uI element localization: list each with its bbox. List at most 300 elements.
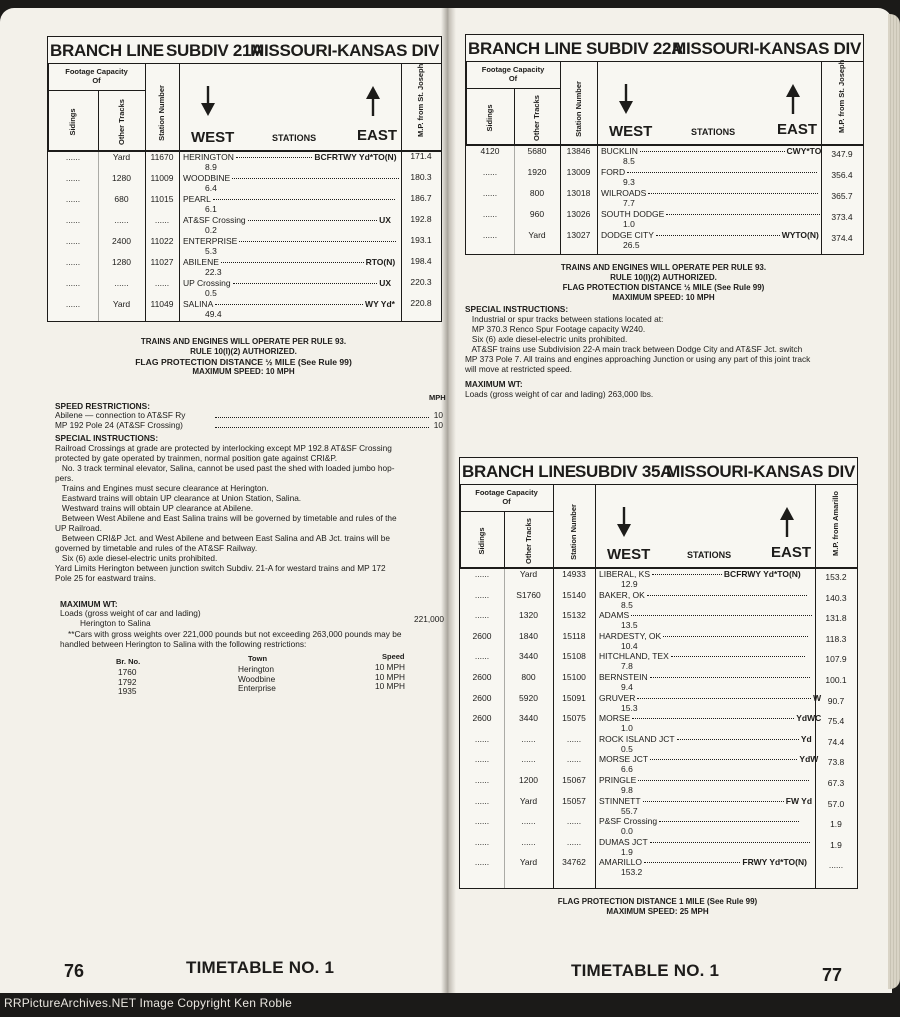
page-edges	[888, 14, 900, 989]
other-tracks-cell: Yard	[519, 857, 538, 868]
distance-to-next: 0.2	[205, 225, 217, 235]
table-title-division: MISSOURI-KANSAS DIV	[666, 462, 855, 481]
west-label: WEST	[191, 129, 235, 146]
station-number-cell: 11670	[150, 152, 174, 162]
distance-to-next: 15.3	[621, 702, 638, 713]
station-codes: RTO(N)	[365, 257, 396, 267]
milepost-cell: 347.9	[831, 149, 853, 159]
sidings-cell: ......	[65, 278, 81, 288]
distance-to-next: 1.9	[621, 846, 633, 857]
milepost-cell: 1.9	[830, 819, 842, 830]
milepost-cell: 220.3	[410, 277, 432, 287]
footage-header: Footage Capacity Of	[475, 488, 538, 506]
station-codes: BCFRTWY Yd*TO(N)	[314, 152, 397, 162]
max-wt-value: 221,000	[414, 614, 444, 624]
distance-to-next: 12.9	[621, 579, 638, 589]
rules-block-21a	[47, 337, 440, 377]
station-number-cell: ......	[566, 754, 582, 765]
instruction-line: Trains and Engines must secure clearance at Herington.	[55, 483, 269, 493]
station-entry	[599, 734, 812, 754]
other-tracks-cell: Yard	[528, 230, 546, 240]
station-entry	[601, 188, 820, 208]
sidings-cell: ......	[65, 194, 81, 204]
speed-restrictions-heading: SPEED RESTRICTIONS:	[55, 401, 150, 411]
station-entry	[599, 796, 812, 816]
other-tracks-cell: 5680	[527, 146, 547, 156]
rule-line: TRAINS AND ENGINES WILL OPERATE PER RULE 93.	[560, 263, 767, 272]
milepost-cell: 171.4	[410, 151, 432, 161]
station-entry	[599, 857, 807, 877]
column-header: Sidings	[68, 108, 77, 136]
distance-to-next: 5.3	[205, 246, 217, 256]
station-name: PRINGLE	[599, 775, 637, 785]
station-name: DODGE CITY	[601, 230, 654, 240]
instruction-line: will move at restricted speed.	[465, 364, 572, 374]
station-number-cell: 11027	[150, 257, 174, 267]
station-number-cell: ......	[154, 215, 170, 225]
max-wt-heading: MAXIMUM WT:	[465, 379, 523, 389]
column-header: Station Number	[157, 85, 166, 141]
station-number-cell: ......	[566, 836, 582, 847]
other-tracks-cell: ......	[521, 836, 536, 847]
table-title-subdiv: SUBDIV 21A	[166, 41, 264, 60]
table-title-branch: BRANCH LINE	[468, 39, 582, 58]
other-tracks-cell: 3440	[519, 713, 538, 724]
bridge-town: Herington	[238, 664, 274, 674]
station-entry	[601, 167, 819, 187]
milepost-cell: 90.7	[827, 695, 845, 706]
distance-to-next: 8.5	[621, 599, 633, 610]
station-codes: BCFRWY Yd*TO(N)	[723, 569, 801, 579]
instruction-line: governed by timetable and rules of the AT&SF Railway.	[55, 543, 258, 553]
station-codes: YdWC	[796, 713, 822, 724]
station-number-cell: ......	[154, 278, 170, 288]
max-wt-line: Loads (gross weight of car and lading) 263,000 lbs.	[465, 389, 654, 399]
sidings-cell: ......	[474, 795, 490, 806]
station-entry	[183, 194, 397, 214]
sidings-cell: ......	[474, 775, 490, 785]
sidings-cell: 2600	[472, 630, 492, 641]
sidings-cell: ......	[474, 651, 490, 662]
station-name: BERNSTEIN	[599, 672, 648, 682]
milepost-cell: 193.1	[410, 235, 432, 245]
table-title-subdiv: SUBDIV 22A	[586, 39, 684, 58]
station-name: AT&SF Crossing	[183, 215, 246, 225]
arrow-down-icon	[619, 84, 633, 114]
bridge-number: 1792	[118, 676, 137, 687]
instruction-line: Six (6) axle diesel-electric units prohibited.	[55, 553, 218, 563]
station-number-cell: 11049	[150, 299, 174, 309]
rule-line: MAXIMUM SPEED: 10 MPH	[612, 293, 715, 302]
sidings-cell: ......	[474, 836, 490, 847]
milepost-cell: 57.0	[827, 798, 845, 809]
station-name: ENTERPRISE	[183, 236, 238, 246]
station-entry	[601, 146, 821, 166]
sidings-cell: ......	[474, 610, 490, 621]
instruction-line: Between CRI&P Jct. and West Abilene and between East Salina and AB Jct. trains will be	[55, 533, 390, 543]
other-tracks-cell: ......	[521, 816, 536, 827]
station-entry	[601, 209, 822, 229]
station-entry	[599, 754, 818, 774]
sidings-cell: ......	[65, 299, 81, 309]
milepost-cell: 118.3	[825, 633, 847, 644]
sidings-cell: ......	[482, 230, 498, 240]
rule-line: FLAG PROTECTION DISTANCE 1 MILE (See Rule 99)	[557, 897, 758, 906]
other-tracks-cell: Yard	[112, 152, 131, 162]
station-name: LIBERAL, KS	[599, 569, 651, 579]
instruction-line: pers.	[55, 473, 74, 483]
other-tracks-cell: Yard	[519, 569, 538, 579]
station-name: HARDESTY, OK	[599, 630, 662, 641]
footage-header: Footage Capacity Of	[481, 65, 545, 83]
rule-line: RULE 10(I)(2) AUTHORIZED.	[610, 273, 717, 282]
station-entry	[183, 152, 397, 172]
station-name: BUCKLIN	[601, 146, 638, 156]
station-name: P&SF Crossing	[599, 816, 658, 827]
timetable-subdiv-21a	[47, 36, 442, 322]
instruction-line: UP Railroad.	[55, 523, 102, 533]
milepost-cell: 100.1	[825, 675, 847, 685]
column-header: Station Number	[569, 504, 578, 560]
station-entry	[599, 693, 821, 713]
distance-to-next: 9.4	[621, 682, 633, 692]
sidings-cell: 2600	[472, 713, 492, 724]
station-codes: UX	[379, 278, 392, 288]
distance-to-next: 0.5	[205, 288, 217, 298]
station-number-cell: 15108	[562, 651, 586, 662]
distance-to-next: 9.8	[621, 785, 633, 795]
station-entry	[599, 775, 811, 795]
image-credit: RRPictureArchives.NET Image Copyright Ken Roble	[4, 996, 292, 1010]
column-header: Station Number	[573, 81, 583, 137]
instruction-line: Industrial or spur tracks between stations located at:	[465, 314, 664, 324]
sidings-cell: ......	[65, 257, 81, 267]
station-number-cell: 13009	[566, 167, 591, 177]
stations-label: STATIONS	[691, 127, 736, 137]
other-tracks-cell: 680	[114, 194, 129, 204]
footage-header: Footage Capacity Of	[65, 67, 128, 85]
instruction-line: MP 373 Pole 7. All trains and engines approaching Junction or using any part of this joint track	[465, 354, 811, 364]
bridge-col-header: Br. No.	[116, 657, 141, 666]
other-tracks-cell: 1200	[519, 775, 538, 785]
station-codes: W	[813, 692, 822, 703]
station-number-cell: ......	[566, 733, 582, 744]
instruction-line: AT&SF trains use Subdivision 22-A main track between Dodge City and AT&SF Jct. switch	[465, 344, 803, 354]
station-entry	[183, 215, 391, 235]
milepost-cell: ......	[828, 860, 844, 871]
station-name: BAKER, OK	[599, 589, 645, 600]
distance-to-next: 10.4	[621, 640, 638, 651]
station-name: ABILENE	[183, 257, 219, 267]
bridge-speed: 10 MPH	[375, 681, 405, 691]
sidings-cell: ......	[474, 816, 490, 827]
west-label: WEST	[607, 546, 651, 563]
max-wt-line: Loads (gross weight of car and lading)	[60, 608, 201, 618]
station-entry	[183, 299, 395, 319]
rules-block-22a	[465, 263, 862, 303]
sidings-cell: ......	[474, 589, 490, 600]
sidings-cell: ......	[65, 215, 81, 225]
station-entry	[599, 651, 807, 671]
other-tracks-cell: 5920	[519, 692, 538, 703]
column-header: M.P. from St. Joseph	[837, 59, 846, 133]
column-header: M.P. from St. Joseph	[416, 63, 425, 137]
milepost-cell: 373.4	[831, 212, 853, 222]
station-entry	[601, 230, 819, 250]
station-entry	[599, 590, 809, 610]
max-wt-heading: MAXIMUM WT:	[60, 599, 118, 609]
station-entry	[599, 837, 812, 857]
station-number-cell: 15132	[562, 610, 586, 621]
rule-line: RULE 10(I)(2) AUTHORIZED.	[190, 347, 297, 356]
station-codes: CWY*TO	[786, 146, 822, 156]
station-codes: UX	[379, 215, 391, 225]
station-codes: YdW	[799, 754, 819, 765]
sidings-cell: ......	[474, 733, 490, 744]
instruction-line: protected by gate operated by trainmen, normal position gate against CRI&P.	[55, 453, 338, 463]
instruction-line: Railroad Crossings at grade are protected by interlocking except MP 192.8 AT&SF Crossing	[55, 443, 392, 453]
east-label: EAST	[777, 121, 818, 138]
station-number-cell: 15075	[562, 713, 586, 724]
sidings-cell: ......	[482, 167, 498, 177]
station-codes: Yd	[800, 733, 812, 744]
rule-line: FLAG PROTECTION DISTANCE ½ MILE (See Rule 99)	[562, 283, 765, 292]
instruction-line: Yard Limits Herington between junction switch Subdiv. 21-A for westard trains and MP 172	[55, 563, 386, 573]
station-name: AMARILLO	[599, 857, 642, 868]
sidings-cell: ......	[65, 173, 81, 183]
station-number-cell: 13026	[566, 209, 591, 219]
distance-to-next: 7.8	[621, 661, 633, 672]
station-number-cell: ......	[566, 816, 582, 827]
stations-label: STATIONS	[272, 133, 317, 143]
other-tracks-cell: ......	[521, 754, 536, 765]
other-tracks-cell: 1920	[527, 167, 547, 177]
distance-to-next: 6.1	[205, 204, 217, 214]
distance-to-next: 6.4	[205, 183, 217, 193]
timetable-label-right: TIMETABLE NO. 1	[571, 961, 720, 980]
milepost-cell: 73.8	[827, 757, 845, 768]
station-codes: FW Yd	[785, 795, 813, 806]
sidings-cell: ......	[482, 188, 498, 198]
sidings-cell: 2600	[472, 692, 492, 703]
column-header: Other Tracks	[532, 95, 541, 141]
milepost-cell: 356.4	[831, 170, 853, 180]
station-entry	[183, 257, 395, 277]
bridge-col-header: Town	[248, 654, 268, 663]
milepost-cell: 67.3	[827, 778, 845, 788]
station-number-cell: 15091	[562, 692, 586, 703]
milepost-cell: 140.3	[825, 592, 847, 603]
milepost-cell: 131.8	[825, 613, 847, 624]
special-instructions-21a	[55, 443, 445, 583]
station-number-cell: 34762	[562, 857, 586, 868]
other-tracks-cell: 1280	[112, 257, 131, 267]
east-label: EAST	[771, 544, 812, 561]
column-header: Sidings	[477, 527, 486, 555]
station-number-cell: 11015	[150, 194, 174, 204]
station-name: SOUTH DODGE	[601, 209, 665, 219]
column-header: Other Tracks	[523, 518, 533, 564]
arrow-down-icon	[617, 507, 631, 537]
distance-to-next: 1.0	[621, 723, 633, 734]
sidings-cell: ......	[65, 236, 81, 246]
other-tracks-cell: 800	[529, 188, 545, 198]
bridge-town: Enterprise	[238, 683, 276, 693]
max-wt-note: handled between Herington to Salina with the following restrictions:	[60, 639, 307, 649]
milepost-cell: 198.4	[410, 256, 432, 266]
station-entry	[599, 569, 801, 589]
other-tracks-cell: 1840	[519, 630, 538, 641]
milepost-cell: 180.3	[410, 172, 432, 182]
milepost-cell: 186.7	[410, 193, 432, 203]
milepost-cell: 1.9	[830, 839, 842, 850]
distance-to-next: 0.0	[621, 826, 633, 837]
timetable-label-left: TIMETABLE NO. 1	[186, 958, 335, 977]
page-number-right: 77	[822, 965, 843, 985]
station-entry	[599, 631, 810, 651]
station-number-cell: 13846	[566, 146, 591, 156]
station-entry	[599, 610, 814, 630]
speed-item: Abilene — connection to AT&SF Ry 10	[55, 410, 443, 420]
table-title-branch: BRANCH LINE	[462, 462, 576, 481]
other-tracks-cell: 1320	[519, 610, 538, 621]
arrow-down-icon	[201, 86, 215, 116]
station-number-cell: 15067	[562, 775, 586, 785]
station-number-cell: 15057	[562, 795, 586, 806]
distance-to-next: 22.3	[205, 267, 222, 277]
other-tracks-cell: Yard	[112, 299, 131, 309]
distance-to-next: 0.5	[621, 743, 633, 754]
timetable-subdiv-22a	[465, 34, 864, 255]
arrow-up-icon	[786, 84, 800, 114]
milepost-cell: 74.4	[827, 736, 845, 747]
distance-to-next: 8.9	[205, 162, 217, 172]
east-label: EAST	[357, 127, 398, 144]
other-tracks-cell: Yard	[519, 795, 538, 806]
column-header: Sidings	[485, 104, 494, 132]
instruction-line: Six (6) axle diesel-electric units prohibited.	[465, 334, 628, 344]
station-number-cell: 15140	[562, 589, 586, 600]
station-number-cell: 14933	[562, 569, 586, 579]
other-tracks-cell: ......	[114, 278, 129, 288]
special-instructions-22a	[465, 314, 865, 374]
other-tracks-cell: 1280	[112, 173, 131, 183]
station-number-cell: 15118	[562, 630, 586, 641]
station-entry	[183, 236, 398, 256]
distance-to-next: 8.5	[623, 156, 635, 166]
station-name: FORD	[601, 167, 626, 177]
instruction-line: Westward trains will obtain UP clearance at Abilene.	[55, 503, 253, 513]
station-name: UP Crossing	[183, 278, 231, 288]
station-number-cell: 13027	[566, 230, 591, 240]
milepost-cell: 192.8	[410, 214, 432, 224]
table-title-division: MISSOURI-KANSAS DIV	[672, 39, 861, 58]
sidings-cell: ......	[474, 569, 490, 579]
station-name: HITCHLAND, TEX	[599, 651, 669, 662]
other-tracks-cell: 3440	[519, 651, 538, 662]
rules-block-35a	[459, 897, 856, 917]
station-name: STINNETT	[599, 795, 641, 806]
station-name: ROCK ISLAND JCT	[599, 733, 675, 744]
station-codes: WYTO(N)	[781, 230, 819, 240]
station-entry	[183, 173, 401, 193]
station-name: MORSE	[599, 713, 631, 724]
other-tracks-cell: S1760	[516, 589, 541, 600]
bridge-speed: 10 MPH	[375, 671, 405, 682]
rule-line: MAXIMUM SPEED: 10 MPH	[192, 367, 295, 376]
special-instructions-heading: SPECIAL INSTRUCTIONS:	[465, 304, 569, 314]
instruction-line: Between West Abilene and East Salina trains will be governed by timetable and rules of the	[55, 513, 397, 523]
distance-to-next: 6.6	[621, 764, 633, 775]
rule-line: TRAINS AND ENGINES WILL OPERATE PER RULE 93.	[140, 337, 347, 346]
milepost-cell: 75.4	[827, 716, 845, 727]
page-number-left: 76	[64, 961, 85, 981]
max-wt-note: **Cars with gross weights over 221,000 pounds but not exceeding 263,000 pounds may be	[68, 629, 402, 639]
station-name: SALINA	[183, 299, 214, 309]
distance-to-next: 26.5	[623, 240, 640, 250]
special-instructions-heading: SPECIAL INSTRUCTIONS:	[55, 433, 159, 443]
mph-label: MPH	[429, 393, 446, 402]
station-name: WOODBINE	[183, 173, 231, 183]
distance-to-next: 13.5	[621, 620, 638, 631]
other-tracks-cell: ......	[521, 733, 536, 744]
arrow-up-icon	[366, 86, 380, 116]
milepost-cell: 365.7	[831, 191, 853, 201]
instruction-line: MP 370.3 Renco Spur Footage capacity W240.	[465, 324, 646, 334]
station-number-cell: 15100	[562, 672, 586, 682]
distance-to-next: 9.3	[623, 177, 635, 187]
table-title	[48, 37, 441, 64]
milepost-cell: 153.2	[825, 572, 847, 582]
station-name: MORSE JCT	[599, 754, 649, 765]
sidings-cell: 2600	[472, 672, 492, 682]
table-title-branch: BRANCH LINE	[50, 41, 164, 60]
west-label: WEST	[609, 123, 653, 140]
column-header: Other Tracks	[116, 99, 126, 145]
distance-to-next: 1.0	[623, 219, 635, 229]
station-name: PEARL	[183, 194, 211, 204]
other-tracks-cell: 960	[529, 209, 545, 219]
milepost-cell: 220.8	[410, 298, 432, 308]
station-entry	[599, 713, 821, 733]
sidings-cell: ......	[474, 857, 490, 868]
max-wt-line: Herington to Salina	[80, 618, 151, 628]
table-title-division: MISSOURI-KANSAS DIV	[250, 41, 439, 60]
other-tracks-cell: 2400	[112, 236, 131, 246]
stations-label: STATIONS	[687, 550, 732, 560]
arrow-up-icon	[780, 507, 794, 537]
station-entry	[599, 672, 812, 692]
speed-item: MP 192 Pole 24 (AT&SF Crossing) 10	[55, 420, 443, 430]
station-name: GRUVER	[599, 692, 636, 703]
sidings-cell: ......	[482, 209, 498, 219]
timetable-subdiv-35a	[459, 457, 858, 889]
sidings-cell: 4120	[480, 146, 500, 156]
station-number-cell: 13018	[566, 188, 591, 198]
station-codes: WY Yd*	[365, 299, 395, 309]
distance-to-next: 49.4	[205, 309, 222, 319]
rule-line: FLAG PROTECTION DISTANCE ½ MILE (See Rule 99)	[135, 357, 352, 367]
table-title	[460, 458, 857, 485]
station-name: HERINGTON	[183, 152, 234, 162]
bridge-number: 1935	[118, 686, 137, 696]
instruction-line: No. 3 track terminal elevator, Salina, cannot be used past the shed with loaded jumbo hop-	[55, 463, 395, 473]
milepost-cell: 374.4	[831, 233, 853, 243]
station-name: WILROADS	[601, 188, 647, 198]
table-title	[466, 35, 863, 62]
station-entry	[599, 816, 801, 836]
distance-to-next: 55.7	[621, 805, 638, 816]
